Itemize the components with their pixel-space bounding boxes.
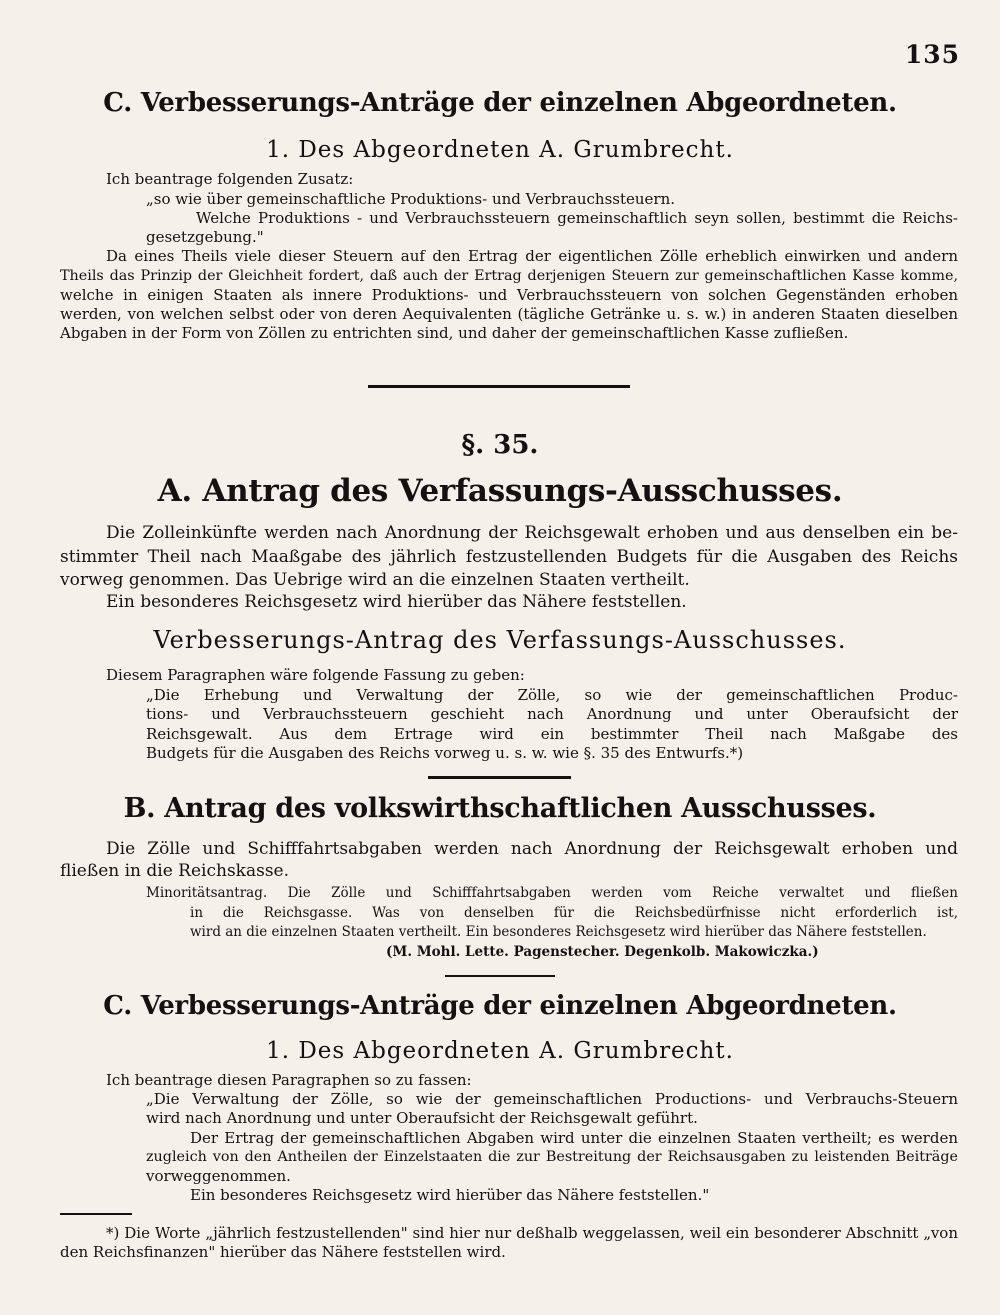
footnote-rule [60, 1213, 132, 1215]
text-line: wird nach Anordnung und unter Oberaufsicht der Reichsgewalt geführt. [146, 1109, 698, 1127]
minority-text-line: wird an die einzelnen Staaten vertheilt. Ein besonderes Reichsgesetz wird hierüber das Nähere feststellen. [190, 924, 927, 940]
text-line: Ich beantrage diesen Paragraphen so zu fassen: [106, 1071, 472, 1089]
section-number: §. 35. [461, 430, 539, 460]
heading-constitution-committee: A. Antrag des Verfassungs-Ausschusses. [157, 473, 843, 509]
text-line: welche in einigen Staaten als innere Produktions- und Verbrauchssteuern von solchen Gegenständen erhoben [60, 286, 958, 304]
text-line: vorweg genommen. Das Uebrige wird an die einzelnen Staaten vertheilt. [60, 570, 690, 590]
minority-text-line: in die Reichsgasse. Was von denselben für die Reichsbedürfnisse nicht erforderlich ist, [190, 905, 958, 921]
text-line: Reichsgewalt. Aus dem Ertrage wird ein bestimmter Theil nach Maßgabe des [146, 725, 958, 743]
minority-signatories: (M. Mohl. Lette. Pagenstecher. Degenkolb. Makowiczka.) [386, 944, 819, 960]
text-line: Welche Produktions - und Verbrauchssteuern gemeinschaftlich seyn sollen, bestimmt die Reichs- [196, 209, 958, 227]
text-line: fließen in die Reichskasse. [60, 861, 290, 881]
text-line: Diesem Paragraphen wäre folgende Fassung zu geben: [106, 666, 525, 684]
text-line: „Die Erhebung und Verwaltung der Zölle, so wie der gemeinschaftlichen Produc- [146, 686, 958, 704]
text-line: Die Zölle und Schifffahrtsabgaben werden nach Anordnung der Reichsgewalt erhoben und [106, 839, 958, 859]
text-line: Die Zolleinkünfte werden nach Anordnung der Reichsgewalt erhoben und aus denselben ein be- [106, 523, 958, 543]
text-line: vorweggenommen. [146, 1167, 291, 1185]
text-line: Ein besonderes Reichsgesetz wird hierüber das Nähere feststellen." [190, 1186, 710, 1204]
text-line: gesetzgebung." [146, 228, 264, 246]
text-line: Ein besonderes Reichsgesetz wird hierüber das Nähere feststellen. [106, 592, 687, 612]
separator-rule [445, 975, 555, 977]
separator-rule [368, 385, 630, 388]
page-number: 135 [904, 40, 960, 69]
text-line: tions- und Verbrauchssteuern geschieht nach Anordnung und unter Oberaufsicht der [146, 705, 958, 723]
subheading-committee-amendment: Verbesserungs-Antrag des Verfassungs-Ausschusses. [153, 626, 847, 654]
text-line: Der Ertrag der gemeinschaftlichen Abgaben wird unter die einzelnen Staaten vertheilt; es werden [190, 1129, 958, 1147]
text-line: Ich beantrage folgenden Zusatz: [106, 170, 354, 188]
heading-amendments-individual-deputies-2: C. Verbesserungs-Anträge der einzelnen Abgeordneten. [103, 991, 897, 1021]
text-line: Abgaben in der Form von Zöllen zu entrichten sind, und daher der gemeinschaftlichen Kasse zufließen. [60, 324, 849, 342]
text-line: Theils das Prinzip der Gleichheit fordert, daß auch der Ertrag derjenigen Steuern zur gemeinschaftlichen Kasse komme, [60, 268, 958, 284]
footnote-line: *) Die Worte „jährlich festzustellenden" sind hier nur deßhalb weggelassen, weil ein besonderer Abschnitt „von [106, 1224, 958, 1242]
heading-economic-committee: B. Antrag des volkswirthschaftlichen Ausschusses. [123, 793, 877, 824]
subheading-grumbrecht: 1. Des Abgeordneten A. Grumbrecht. [266, 137, 734, 163]
text-line: Budgets für die Ausgaben des Reichs vorweg u. s. w. wie §. 35 des Entwurfs.*) [146, 744, 744, 762]
text-line: „Die Verwaltung der Zölle, so wie der gemeinschaftlichen Productions- und Verbrauchs-Steuern [146, 1090, 958, 1108]
heading-amendments-individual-deputies: C. Verbesserungs-Anträge der einzelnen Abgeordneten. [103, 88, 897, 118]
text-line: zugleich von den Antheilen der Einzelstaaten die zur Bestreitung der Reichsausgaben zu leistenden Beiträge [146, 1149, 958, 1165]
text-line: „so wie über gemeinschaftliche Produktions- und Verbrauchssteuern. [146, 190, 676, 208]
footnote-line: den Reichsfinanzen" hierüber das Nähere feststellen wird. [60, 1243, 506, 1261]
separator-rule [428, 776, 571, 779]
subheading-grumbrecht-2: 1. Des Abgeordneten A. Grumbrecht. [266, 1038, 734, 1064]
text-line: Da eines Theils viele dieser Steuern auf den Ertrag der eigentlichen Zölle erheblich einwirken und andern [106, 247, 958, 265]
minority-text-line: Minoritätsantrag. Die Zölle und Schifffahrtsabgaben werden vom Reiche verwaltet und fließen [146, 885, 958, 901]
text-line: stimmter Theil nach Maaßgabe des jährlich festzustellenden Budgets für die Ausgaben des Reichs [60, 547, 958, 567]
text-line: werden, von welchen selbst oder von deren Aequivalenten (tägliche Getränke u. s. w.) in anderen Staaten dieselben [60, 305, 958, 323]
